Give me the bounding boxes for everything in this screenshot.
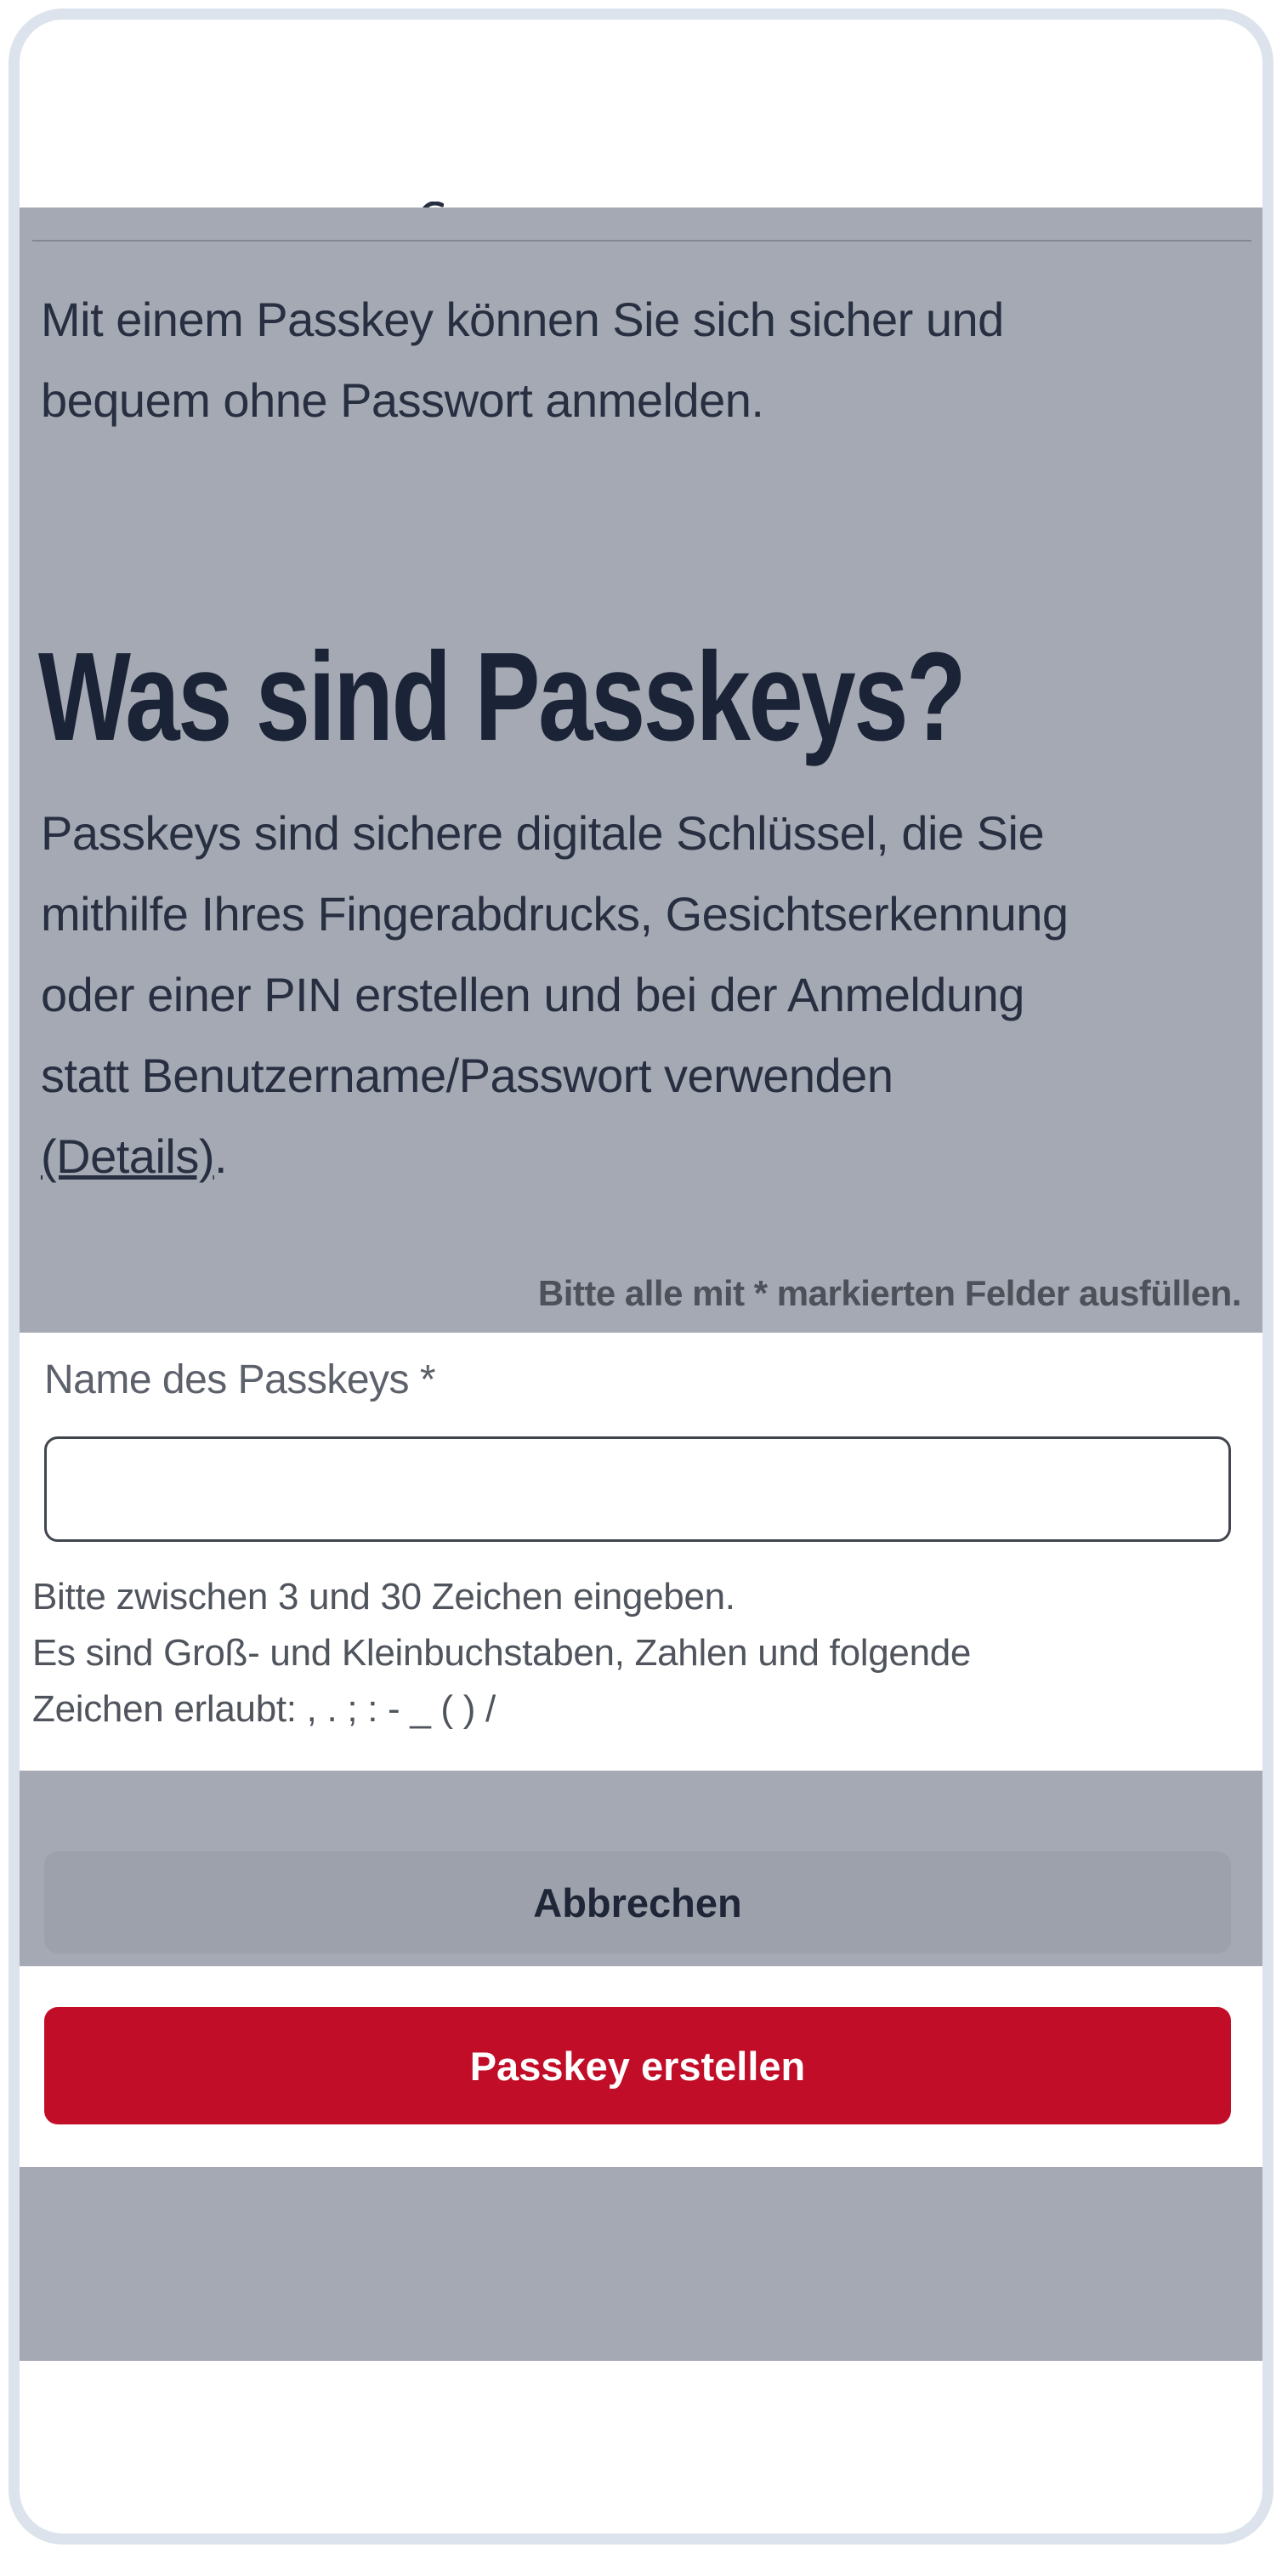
details-link-suffix: . — [213, 1129, 228, 1183]
description-line — [41, 1116, 1069, 1197]
section-divider — [32, 240, 1251, 242]
info-section — [20, 208, 1262, 1333]
details-link[interactable]: (Details) — [41, 1129, 214, 1183]
create-passkey-button[interactable]: Passkey erstellen — [44, 2007, 1231, 2124]
passkey-name-input[interactable] — [44, 1436, 1231, 1542]
intro-line: Mit einem Passkey können Sie sich sicher und — [41, 293, 1004, 346]
bottom-spacer-section — [20, 2167, 1262, 2361]
description-line: Passkeys sind sichere digitale Schlüssel, die Sie — [41, 806, 1045, 860]
required-fields-note: Bitte alle mit * markierten Felder ausfüllen. — [537, 1273, 1241, 1313]
helper-line: Zeichen erlaubt: , . ; : - _ ( ) / — [32, 1688, 496, 1730]
helper-line: Es sind Groß- und Kleinbuchstaben, Zahlen und folgende — [32, 1632, 972, 1674]
input-helper-text — [32, 1569, 971, 1737]
intro-line: bequem ohne Passwort anmelden. — [41, 373, 764, 427]
cancel-button[interactable]: Abbrechen — [44, 1851, 1231, 1953]
description-line: statt Benutzername/Passwort verwenden — [41, 1049, 893, 1102]
passkey-name-label: Name des Passkeys * — [44, 1357, 436, 1402]
description-line: oder einer PIN erstellen und bei der Anmeldung — [41, 968, 1024, 1021]
page-title: Was sind Passkeys? — [38, 627, 965, 767]
cancel-section — [20, 1771, 1262, 1966]
passkey-description — [41, 793, 1069, 1197]
helper-line: Bitte zwischen 3 und 30 Zeichen eingeben. — [32, 1576, 735, 1618]
description-line: mithilfe Ihres Fingerabdrucks, Gesichtserkennung — [41, 887, 1069, 941]
passkey-dialog-card — [9, 9, 1273, 2545]
intro-text — [41, 279, 1004, 441]
